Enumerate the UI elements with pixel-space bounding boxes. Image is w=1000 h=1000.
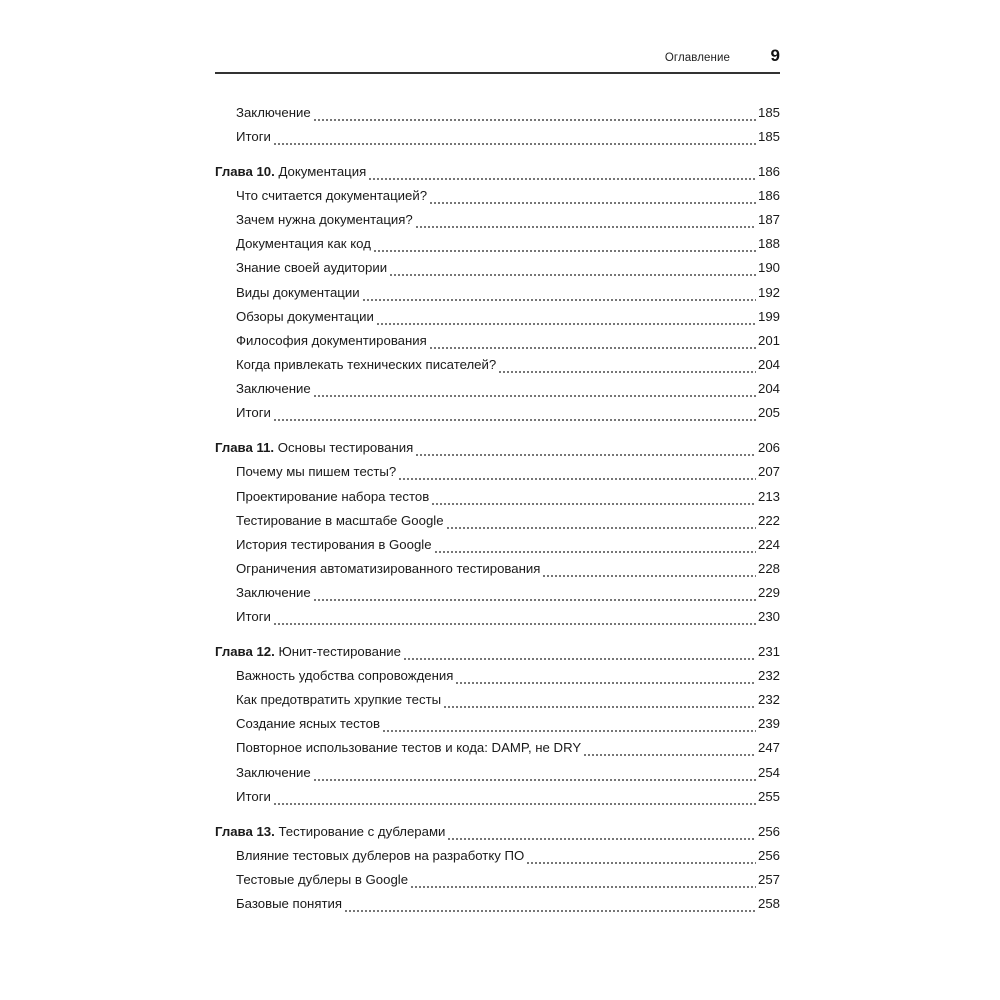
- dot-leader: [362, 289, 756, 303]
- toc-entry-title: Юнит-тестирование: [278, 644, 401, 659]
- toc-entry-title: Влияние тестовых дублеров на разработку ПО: [236, 848, 525, 863]
- toc-section-entry: [215, 690, 780, 710]
- toc-section-entry: [215, 403, 780, 423]
- toc-entry-page: 255: [757, 789, 780, 804]
- toc-section-entry: [215, 487, 780, 507]
- toc-entry-page: 239: [757, 716, 780, 731]
- toc-entry-title: Зачем нужна документация?: [236, 212, 413, 227]
- toc-entry-page: 229: [757, 585, 780, 600]
- toc-section-entry: [215, 186, 780, 206]
- dot-leader: [455, 672, 756, 686]
- toc-chapter-entry: [215, 438, 780, 458]
- toc-section-entry: [215, 234, 780, 254]
- toc-entry-title: Важность удобства сопровождения: [236, 668, 454, 683]
- toc-entry-page: 206: [757, 440, 780, 455]
- toc-entry-page: 232: [757, 692, 780, 707]
- toc-section-entry: [215, 846, 780, 866]
- dot-leader: [498, 361, 756, 375]
- dot-leader: [447, 828, 756, 842]
- dot-leader: [273, 409, 756, 423]
- toc-entry-page: 231: [757, 644, 780, 659]
- toc-entry-title: Документация: [278, 164, 367, 179]
- toc-section-entry: [215, 787, 780, 807]
- dot-leader: [382, 720, 756, 734]
- toc-entry-page: 204: [757, 381, 780, 396]
- toc-entry-page: 228: [757, 561, 780, 576]
- dot-leader: [542, 565, 756, 579]
- toc-entry-title: Повторное использование тестов и кода: DAMP, не DRY: [236, 740, 582, 755]
- toc-entry-title: Основы тестирования: [277, 440, 414, 455]
- toc-section-entry: [215, 355, 780, 375]
- dot-leader: [526, 852, 756, 866]
- toc-entry-page: 201: [757, 333, 780, 348]
- toc-section-entry: [215, 127, 780, 147]
- dot-leader: [410, 876, 756, 890]
- toc-entry-page: 192: [757, 285, 780, 300]
- toc-entry-page: 222: [757, 513, 780, 528]
- toc-entry-page: 186: [757, 188, 780, 203]
- dot-leader: [403, 648, 756, 662]
- toc-entry-title: Итоги: [236, 609, 271, 624]
- toc-section-entry: [215, 607, 780, 627]
- dot-leader: [398, 468, 756, 482]
- toc-section-entry: [215, 462, 780, 482]
- toc-section-entry: [215, 283, 780, 303]
- dot-leader: [583, 744, 756, 758]
- toc-entry-title: Когда привлекать технических писателей?: [236, 357, 497, 372]
- toc-entry-title: Итоги: [236, 789, 271, 804]
- toc-entry-page: 185: [757, 129, 780, 144]
- toc-entry-page: 185: [757, 105, 780, 120]
- toc-entry-page: 188: [757, 236, 780, 251]
- toc-section-entry: [215, 666, 780, 686]
- toc-entry-page: 187: [757, 212, 780, 227]
- toc-section-entry: [215, 559, 780, 579]
- dot-leader: [313, 385, 756, 399]
- toc-entry-page: 207: [757, 464, 780, 479]
- toc-entry-title: Тестирование в масштабе Google: [236, 513, 444, 528]
- toc-entry-title: Обзоры документации: [236, 309, 374, 324]
- toc-entry-title: История тестирования в Google: [236, 537, 432, 552]
- dot-leader: [434, 541, 756, 555]
- toc-entry-title: Заключение: [236, 381, 311, 396]
- dot-leader: [429, 192, 756, 206]
- toc-entry-page: 254: [757, 765, 780, 780]
- dot-leader: [368, 168, 756, 182]
- chapter-number: Глава 11.: [215, 440, 275, 455]
- toc-entry-title: Документация как код: [236, 236, 371, 251]
- dot-leader: [415, 216, 756, 230]
- toc-entry-title: Почему мы пишем тесты?: [236, 464, 397, 479]
- dot-leader: [446, 517, 756, 531]
- toc-entry-page: 232: [757, 668, 780, 683]
- dot-leader: [389, 264, 756, 278]
- dot-leader: [415, 444, 756, 458]
- toc-section-entry: [215, 870, 780, 890]
- dot-leader: [313, 769, 756, 783]
- toc-entry-title: Создание ясных тестов: [236, 716, 380, 731]
- toc-section-entry: [215, 379, 780, 399]
- dot-leader: [344, 900, 756, 914]
- toc-entry-title: Базовые понятия: [236, 896, 343, 911]
- toc-section-entry: [215, 511, 780, 531]
- toc-section-entry: [215, 763, 780, 783]
- toc-entry-page: 257: [757, 872, 780, 887]
- toc-entry-title: Заключение: [236, 765, 311, 780]
- toc-entry-page: 256: [757, 824, 780, 839]
- dot-leader: [443, 696, 756, 710]
- dot-leader: [313, 109, 756, 123]
- toc-entry-title: Что считается документацией?: [236, 188, 428, 203]
- toc-section-entry: [215, 307, 780, 327]
- toc-section-entry: [215, 210, 780, 230]
- toc-entry-page: 190: [757, 260, 780, 275]
- toc-entry-page: 230: [757, 609, 780, 624]
- dot-leader: [273, 613, 756, 627]
- dot-leader: [313, 589, 756, 603]
- dot-leader: [431, 493, 756, 507]
- toc-entry-page: 256: [757, 848, 780, 863]
- dot-leader: [429, 337, 756, 351]
- toc-chapter-entry: [215, 822, 780, 842]
- toc-entry-title: Философия документирования: [236, 333, 427, 348]
- toc-section-entry: [215, 894, 780, 914]
- toc-entry-title: Проектирование набора тестов: [236, 489, 430, 504]
- toc-entry-title: Тестовые дублеры в Google: [236, 872, 409, 887]
- toc-entry-page: 199: [757, 309, 780, 324]
- dot-leader: [273, 793, 756, 807]
- toc-entry-page: 213: [757, 489, 780, 504]
- toc-entry-title: Ограничения автоматизированного тестирования: [236, 561, 541, 576]
- toc-section-entry: [215, 103, 780, 123]
- toc-entry-title: Виды документации: [236, 285, 360, 300]
- toc-section-entry: [215, 714, 780, 734]
- dot-leader: [373, 240, 756, 254]
- toc-chapter-entry: [215, 642, 780, 662]
- toc-entry-page: 258: [757, 896, 780, 911]
- toc-section-entry: [215, 738, 780, 758]
- toc-entry-page: 205: [757, 405, 780, 420]
- toc-entry-title: Заключение: [236, 585, 311, 600]
- toc-entry-title: Тестирование с дублерами: [278, 824, 446, 839]
- toc-entry-title: Как предотвратить хрупкие тесты: [236, 692, 442, 707]
- toc-entry-title: Итоги: [236, 405, 271, 420]
- running-header: [215, 46, 780, 74]
- toc-section-entry: [215, 258, 780, 278]
- toc-entry-title: Итоги: [236, 129, 271, 144]
- dot-leader: [273, 133, 756, 147]
- toc-entry-page: 247: [757, 740, 780, 755]
- chapter-number: Глава 10.: [215, 164, 275, 179]
- toc-entry-page: 224: [757, 537, 780, 552]
- toc-entry-page: 186: [757, 164, 780, 179]
- toc-chapter-entry: [215, 162, 780, 182]
- toc-entry-page: 204: [757, 357, 780, 372]
- running-header-title: Оглавление: [664, 52, 730, 64]
- chapter-number: Глава 12.: [215, 644, 275, 659]
- toc-section-entry: [215, 535, 780, 555]
- toc-entry-title: Заключение: [236, 105, 311, 120]
- chapter-number: Глава 13.: [215, 824, 275, 839]
- dot-leader: [376, 313, 756, 327]
- page-number: 9: [770, 46, 780, 65]
- toc-section-entry: [215, 331, 780, 351]
- toc-entry-title: Знание своей аудитории: [236, 260, 388, 275]
- toc-section-entry: [215, 583, 780, 603]
